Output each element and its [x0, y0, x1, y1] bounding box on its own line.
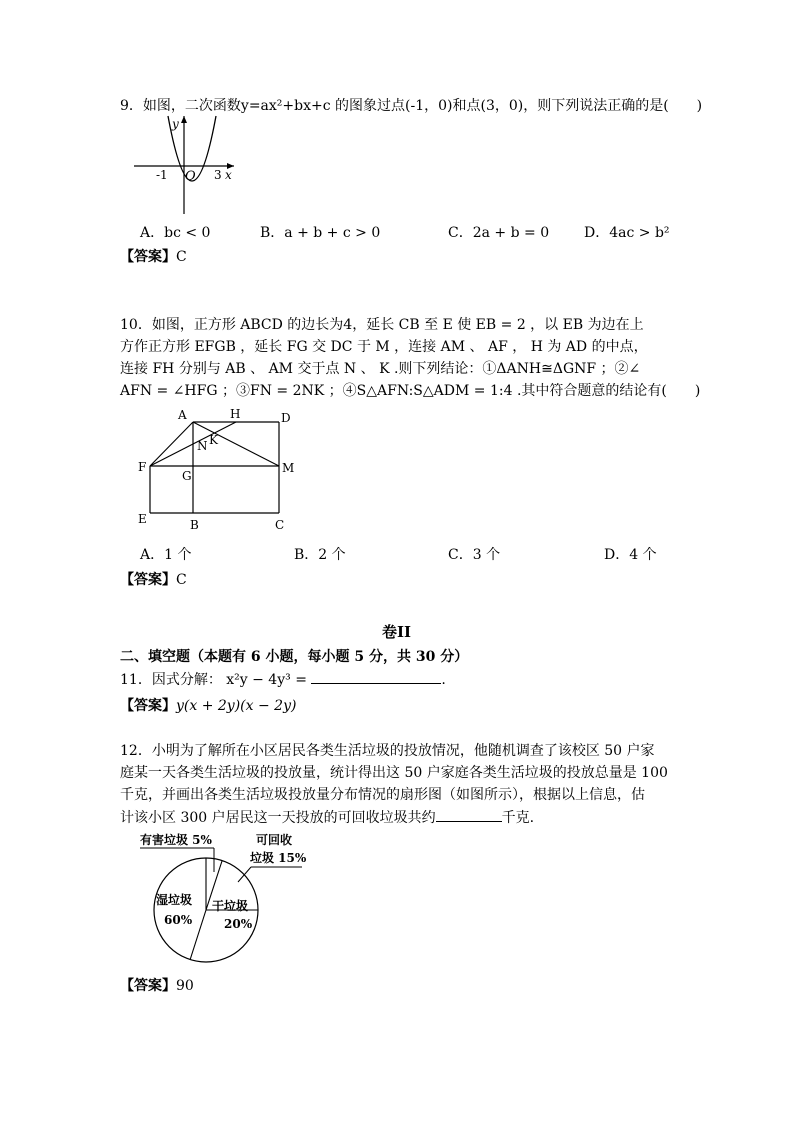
q10-option-a: A．1 个 [140, 547, 192, 563]
q12-line-4b: 千克. [501, 810, 535, 826]
q10-line-1: 10．如图，正方形 ABCD 的边长为4，延长 CB 至 E 使 EB = 2 ，以 EB 为边在上 [120, 317, 644, 333]
q12-answer [120, 976, 194, 996]
q9-option-c: C．2a + b = 0 [448, 225, 550, 241]
answer-label: 【答案】 [120, 572, 176, 588]
answer-label: 【答案】 [120, 698, 176, 714]
q9-parabola-figure [134, 114, 238, 218]
answer-value: C [176, 572, 187, 588]
q10-line-4: AFN = ∠HFG ；③FN = 2NK ；④S△AFN:S△ADM = 1:4 .其中符合题意的结论有( ) [120, 383, 701, 399]
pie-label-dry-2: 20% [224, 917, 253, 931]
q10-label-n: N [197, 439, 208, 453]
answer-value: C [176, 249, 187, 265]
pie-label-dry-1: 干垃圾 [212, 899, 249, 913]
pie-label-wet-1: 湿垃圾 [156, 893, 193, 907]
q11-tail: . [441, 672, 446, 688]
q9-minus-one: -1 [156, 168, 168, 182]
q12-line-2: 庭某一天各类生活垃圾的投放量，统计得出这 50 户家庭各类生活垃圾的投放总量是 100 [120, 765, 668, 781]
q9-option-d: D．4ac > b² [584, 225, 670, 241]
answer-label: 【答案】 [120, 249, 176, 265]
q11-answer [120, 696, 296, 716]
q9-origin: O [185, 169, 196, 184]
q12-line-4 [120, 807, 534, 828]
q10-label-f: F [138, 460, 147, 474]
q9-option-a: A．bc < 0 [140, 225, 211, 241]
q12-line-1: 12．小明为了解所在小区居民各类生活垃圾的投放情况，他随机调查了该校区 50 户家 [120, 743, 655, 759]
q9-answer [120, 247, 187, 267]
q10-label-b: B [190, 518, 199, 532]
q10-label-k: K [209, 433, 218, 447]
pie-label-wet-2: 60% [164, 913, 193, 927]
q10-option-d: D．4 个 [604, 547, 657, 563]
q10-label-g: G [182, 469, 192, 483]
q10-label-c: C [275, 518, 285, 532]
q10-answer [120, 570, 187, 590]
q9-y-label: y [172, 117, 179, 131]
answer-label: 【答案】 [120, 978, 176, 994]
q10-option-b: B．2 个 [294, 547, 346, 563]
q11-stem: 11．因式分解： x²y − 4y³ = [120, 672, 307, 688]
answer-value: y(x + 2y)(x − 2y) [176, 698, 297, 714]
q10-square-figure [134, 404, 304, 534]
pie-label-recycle-2: 垃圾 15% [250, 851, 307, 865]
q11-answer-blank [311, 669, 441, 684]
q9-x-label: x [225, 168, 232, 182]
q11-stem-line [120, 669, 446, 690]
answer-value: 90 [176, 978, 194, 994]
volume-title: 卷II [382, 623, 412, 641]
pie-label-harmful: 有害垃圾 5% [140, 833, 212, 847]
q9-stem: 9．如图，二次函数y=ax²+bx+c 的图象过点(-1，0)和点(3，0)，则下列说法正确的是( ) [120, 98, 703, 114]
q10-option-c: C．3 个 [448, 547, 501, 563]
pie-label-recycle-1: 可回收 [256, 833, 293, 847]
q12-line-4a: 计该小区 300 户居民这一天投放的可回收垃圾共约 [120, 810, 436, 826]
q12-pie-figure [134, 830, 314, 970]
section-heading: 二、填空题（本题有 6 小题，每小题 5 分，共 30 分） [120, 649, 469, 665]
q10-label-a: A [178, 408, 187, 422]
q10-label-e: E [138, 512, 147, 526]
q12-answer-blank [436, 807, 502, 822]
q10-label-h: H [230, 407, 241, 421]
q12-line-3: 千克，并画出各类生活垃圾投放量分布情况的扇形图（如图所示），根据以上信息，估 [120, 787, 645, 803]
q10-label-m: M [282, 461, 295, 475]
q10-label-d: D [281, 411, 291, 425]
q10-line-3: 连接 FH 分别与 AB 、 AM 交于点 N 、 K .则下列结论：①ΔANH≅ΔGNF ；②∠ [120, 361, 641, 377]
q10-line-2: 方作正方形 EFGB ，延长 FG 交 DC 于 M ，连接 AM 、 AF ， H 为 AD 的中点， [120, 339, 648, 355]
q9-option-b: B．a + b + c > 0 [260, 225, 381, 241]
q9-three: 3 [214, 168, 222, 182]
